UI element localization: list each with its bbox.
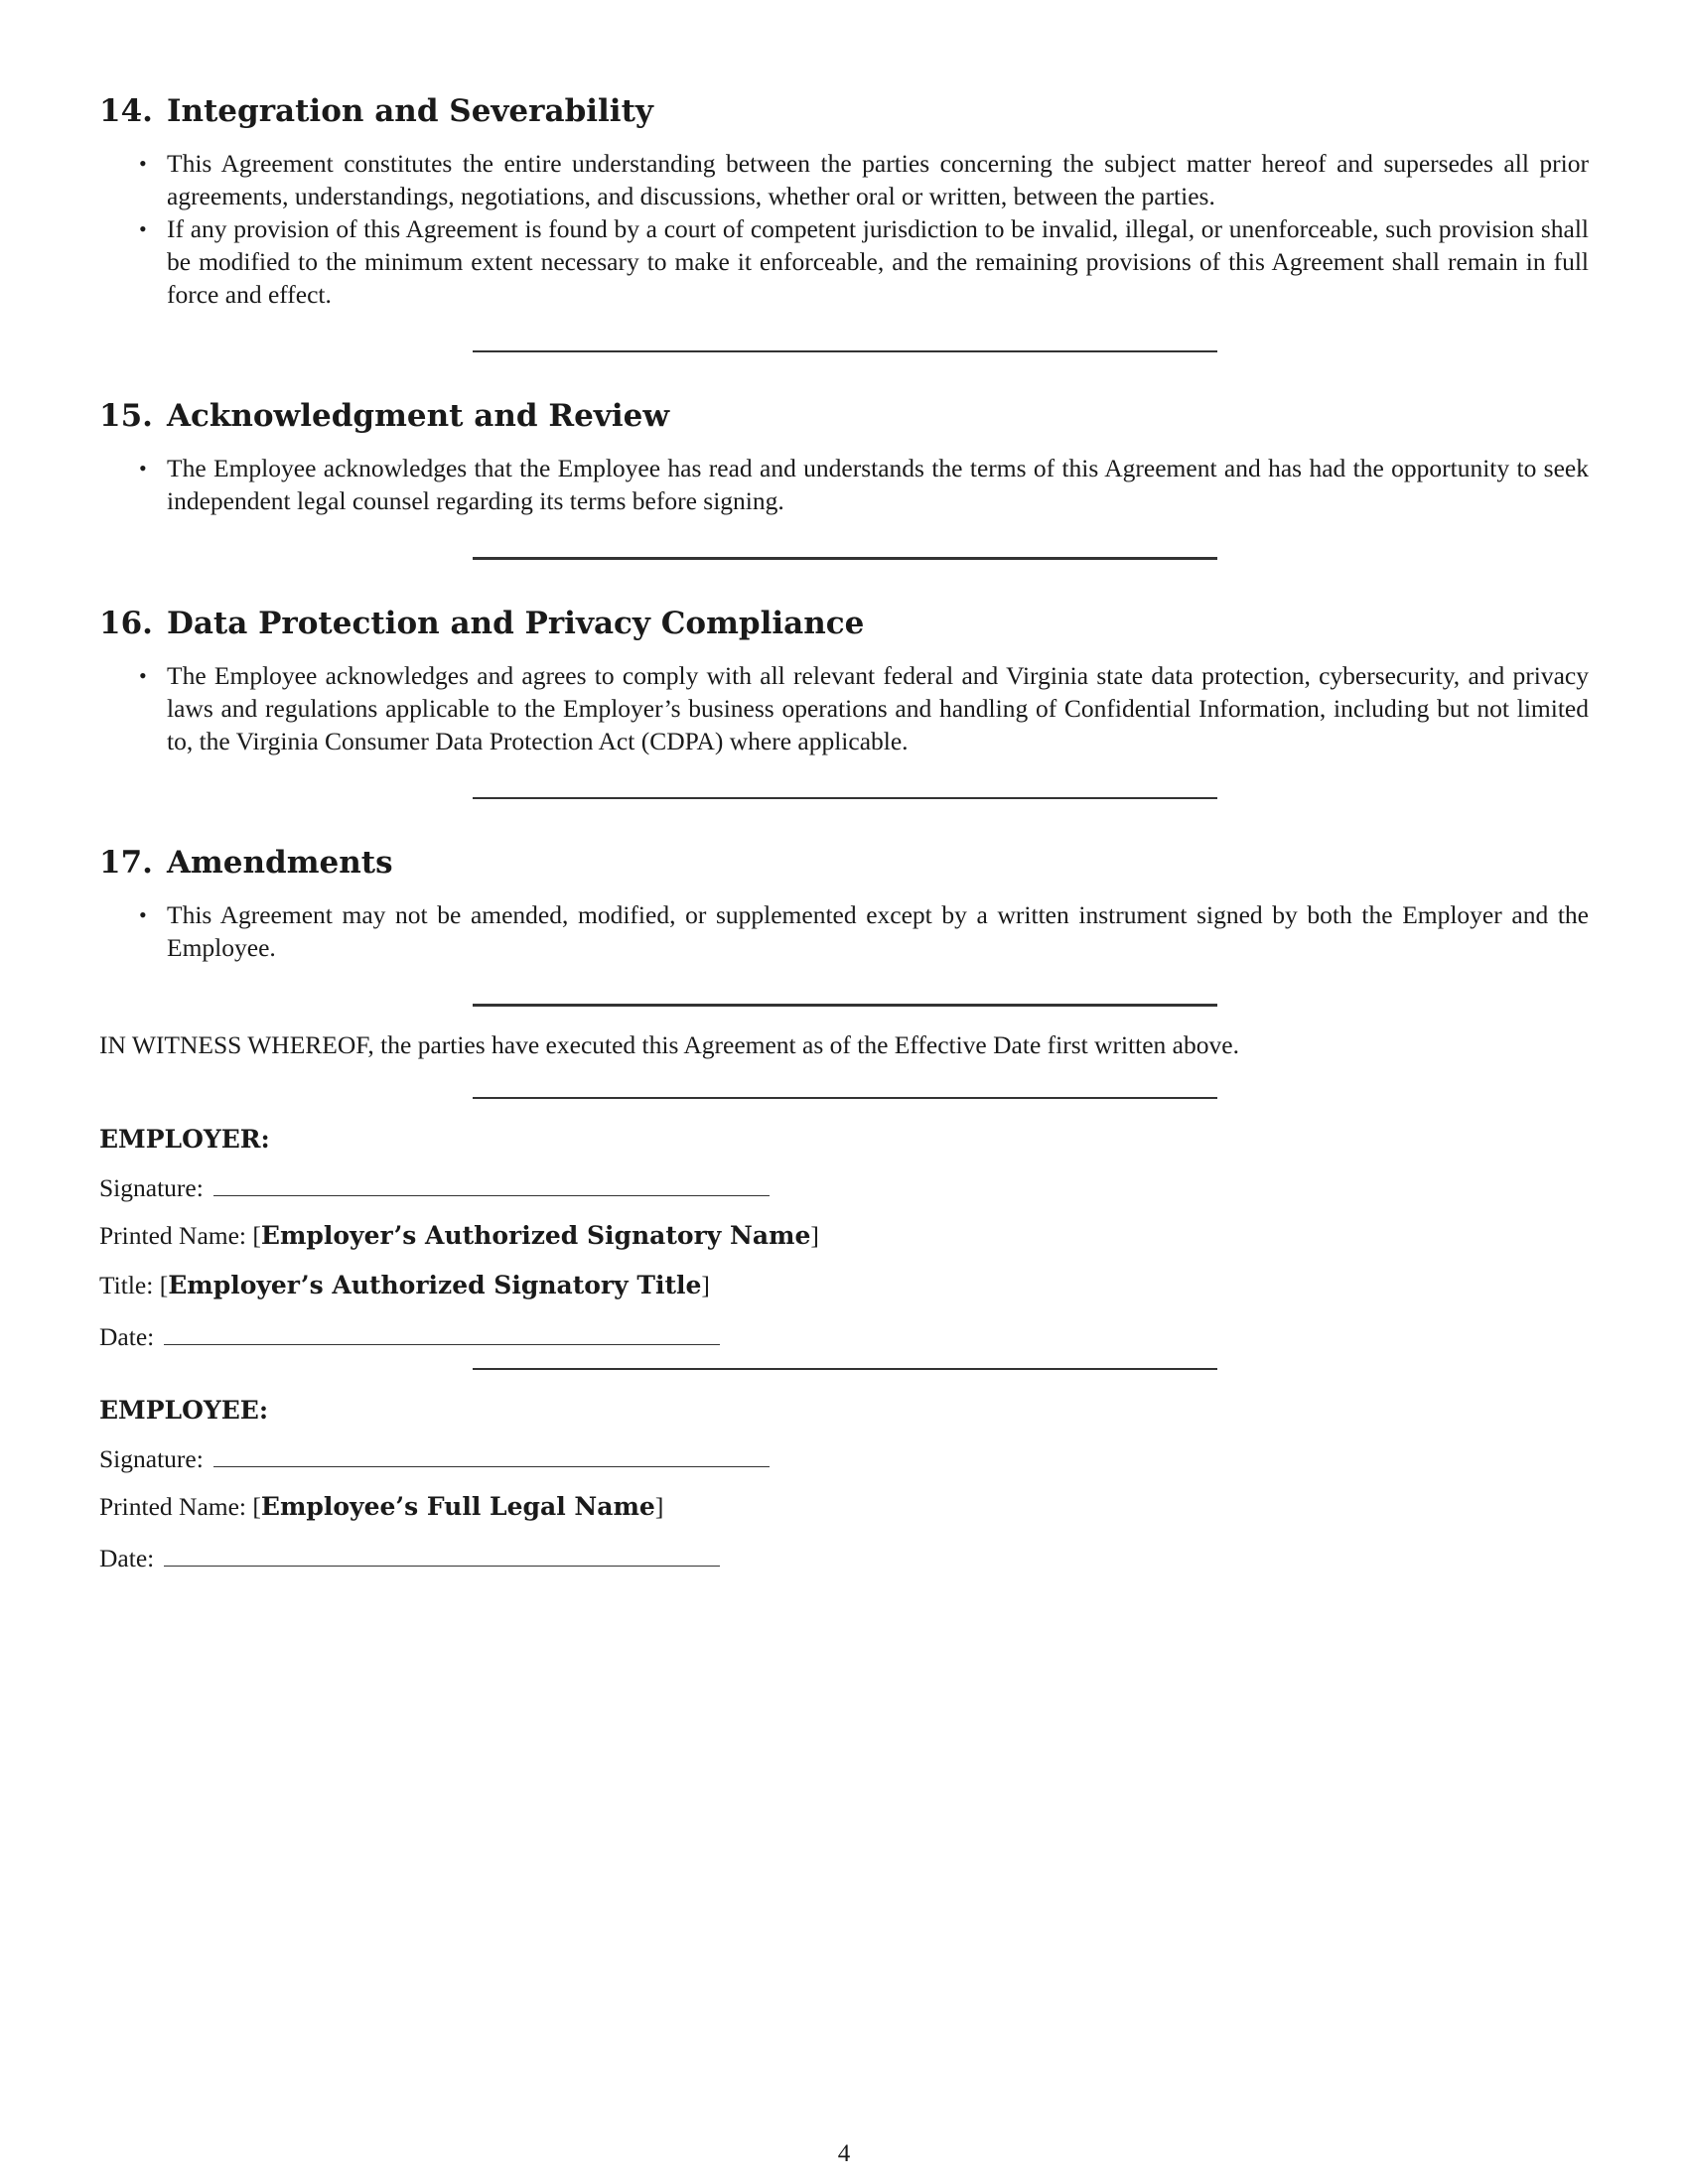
section-17 xyxy=(99,843,1589,964)
employer-signature-block xyxy=(99,1123,1589,1354)
bullet-list xyxy=(99,147,1589,311)
employee-label: EMPLOYEE: xyxy=(99,1396,269,1425)
section-16 xyxy=(99,604,1589,757)
printed-name-value: Employer’s Authorized Signatory Name xyxy=(260,1221,811,1250)
printed-name-label: Printed Name: xyxy=(99,1221,247,1250)
list-item: • The Employee acknowledges and agrees to comply with all relevant federal and Virginia state data protection, cybersecurity, and privacy laws and regulations applicable to the Employer’s business operations and handling of Confidential Information, including but not limited to, the Virginia Consumer Data Protection Act (CDPA) where applicable. xyxy=(167,659,1589,757)
employee-signature-field xyxy=(99,1440,1589,1476)
bullet-list xyxy=(99,452,1589,517)
date-line[interactable] xyxy=(164,1540,720,1567)
witness-clause: IN WITNESS WHEREOF, the parties have executed this Agreement as of the Effective Date first written above. xyxy=(99,1030,1239,1059)
employee-signature-block xyxy=(99,1394,1589,1575)
horizontal-divider xyxy=(473,1368,1217,1370)
employer-printed-name-field: Printed Name: [Employer’s Authorized Signatory Name] xyxy=(99,1221,819,1250)
list-item: • If any provision of this Agreement is found by a court of competent jurisdiction to be invalid, illegal, or unenforceable, such provision shall be modified to the minimum extent necessary to make it enforceable, and the remaining provisions of this Agreement shall remain in full force and effect. xyxy=(167,212,1589,311)
date-label: Date: xyxy=(99,1322,155,1351)
section-title: Data Protection and Privacy Compliance xyxy=(166,606,865,641)
document-page xyxy=(99,91,1589,1589)
employer-label: EMPLOYER: xyxy=(99,1125,270,1154)
signature-label: Signature: xyxy=(99,1173,204,1202)
printed-name-value: Employee’s Full Legal Name xyxy=(260,1492,655,1521)
signature-line[interactable] xyxy=(213,1169,770,1196)
section-heading xyxy=(99,91,1589,131)
section-number: 16. xyxy=(99,606,153,641)
section-title: Integration and Severability xyxy=(166,93,653,129)
employer-title-field: Title: [Employer’s Authorized Signatory Title] xyxy=(99,1271,710,1299)
list-item: • This Agreement constitutes the entire understanding between the parties concerning the subject matter hereof and supersedes all prior agreements, understandings, negotiations, and discussions, whether oral or written, between the parties. xyxy=(167,147,1589,212)
horizontal-divider xyxy=(473,797,1217,799)
list-item: • This Agreement may not be amended, modified, or supplemented except by a written instrument signed by both the Employer and the Employee. xyxy=(167,898,1589,964)
employee-printed-name-field: Printed Name: [Employee’s Full Legal Name] xyxy=(99,1492,664,1521)
employer-date-field xyxy=(99,1318,1589,1354)
section-number: 15. xyxy=(99,398,153,434)
horizontal-divider xyxy=(473,1004,1217,1007)
list-item: • The Employee acknowledges that the Employee has read and understands the terms of this Agreement and has had the opportunity to seek independent legal counsel regarding its terms before signing. xyxy=(167,452,1589,517)
employer-signature-field xyxy=(99,1169,1589,1205)
bullet-list xyxy=(99,659,1589,757)
printed-name-label: Printed Name: xyxy=(99,1492,247,1521)
horizontal-divider xyxy=(473,1097,1217,1099)
date-line[interactable] xyxy=(164,1318,720,1345)
section-heading xyxy=(99,604,1589,643)
horizontal-divider xyxy=(473,557,1217,560)
section-15 xyxy=(99,396,1589,517)
date-label: Date: xyxy=(99,1544,155,1572)
signature-line[interactable] xyxy=(213,1440,770,1467)
page-number: 4 xyxy=(837,2140,851,2167)
employee-date-field xyxy=(99,1540,1589,1575)
section-14 xyxy=(99,91,1589,311)
title-value: Employer’s Authorized Signatory Title xyxy=(168,1271,702,1299)
section-heading xyxy=(99,396,1589,436)
section-heading xyxy=(99,843,1589,883)
section-number: 17. xyxy=(99,845,153,881)
title-label: Title: xyxy=(99,1271,154,1299)
horizontal-divider xyxy=(473,350,1217,352)
section-title: Amendments xyxy=(166,845,393,881)
section-title: Acknowledgment and Review xyxy=(166,398,670,434)
section-number: 14. xyxy=(99,93,153,129)
bullet-list xyxy=(99,898,1589,964)
signature-label: Signature: xyxy=(99,1444,204,1473)
